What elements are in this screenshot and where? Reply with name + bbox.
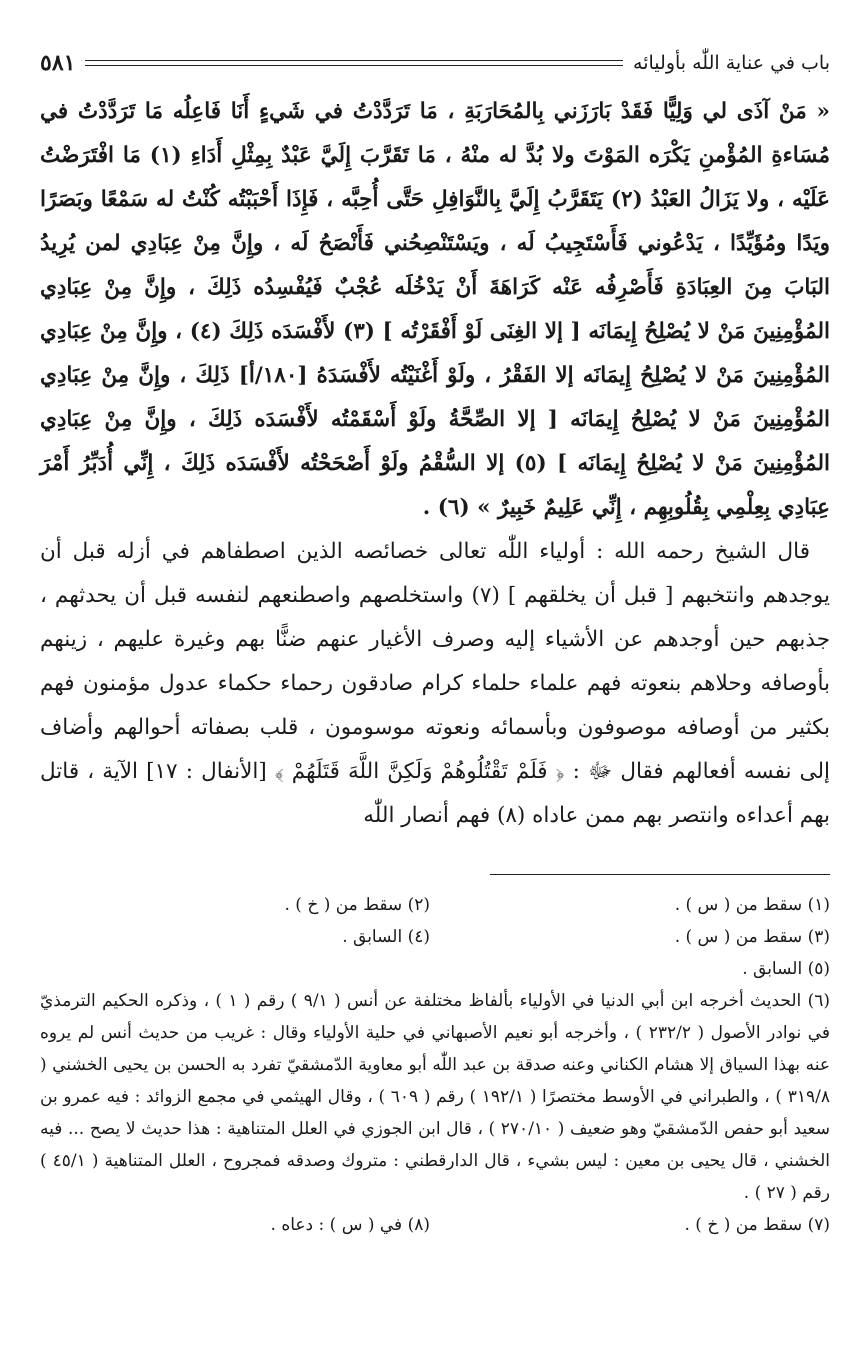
book-page [40,40,830,1241]
footnotes [40,889,830,1241]
page-number: ٥٨١ [40,50,76,76]
footnote-row [40,921,830,953]
footnote-7: (٧) سقط من ( خ ) . [684,1215,830,1235]
footnote-1: (١) سقط من ( س ) . [674,895,830,915]
hadith-text: « مَنْ آذَى لي وَلِيًّا فَقَدْ بَارَزَني بِالمُحَارَبَةِ ، مَا تَرَدَّدْتُ في شَيءٍ أَنَا فَاعِلُه مَا تَرَدَّدْتُ في مُسَاءةِ المُؤْمنِ يَكْرَه المَوْتَ ولا بُدَّ له منْهُ ، مَا تَقَرَّبَ إِلَيَّ عَبْدٌ بِمِثْلِ أَدَاءِ (١) مَا افْتَرَضْتُ عَلَيْه ، ولا يَزَالُ العَبْدُ (٢) يَتَقَرَّبُ إِلَيَّ بِالنَّوَافِلِ حَتَّى أُحِبَّه ، فَإِذَا أَحْبَبْتُه كُنْتُ له سَمْعًا وبَصَرًا ويَدًا ومُؤَيِّدًا ، يَدْعُوني فَأَسْتَجِيبُ لَه ، ويَسْتَنْصِحُني فَأَنْصَحُ لَه ، وإِنَّ مِنْ عِبَادِي لمن يُرِيدُ البَابَ مِنَ العِبَادَةِ فَأَصْرِفُه عَنْه كَرَاهَةَ أَنْ يَدْخُلَه عُجْبٌ فَيُفْسِدُه ذَلِكَ ، وإِنَّ مِنْ عِبَادِي المُؤْمِنِينَ مَنْ لا يُصْلِحُ إِيمَانَه [ إلا الغِنَى لَوْ أَفْقَرْتُه ] (٣) لأَفْسَدَه ذَلِكَ (٤) ، وإِنَّ مِنْ عِبَادِي المُؤْمِنِينَ مَنْ لا يُصْلِحُ إِيمَانَه إلا الفَقْرُ ، ولَوْ أَغْنَيْتُه لأَفْسَدَهُ [١٨٠/أ] ذَلِكَ ، وإِنَّ مِنْ عِبَادِي المُؤْمِنِينَ مَنْ لا يُصْلِحُ إِيمَانَه [ إلا الصِّحَّةُ ولَوْ أَسْقَمْتُه لأَفْسَدَه ذَلِكَ ، وإِنَّ مِنْ عِبَادِي المُؤْمِنِينَ مَنْ لا يُصْلِحُ إِيمَانَه ] (٥) إلا السُّقْمُ ولَوْ أَصْحَحْتُه لأَفْسَدَه ذَلِكَ ، إِنِّي أُدَبِّرُ أَمْرَ عِبَادِي بِعِلْمِي بِقُلُوبِهِم ، إِنِّي عَلِيمٌ خَبِيرٌ » (٦) . [40,99,831,520]
commentary-text: قال الشيخ رحمه الله : أولياء اللّٰه تعالى خصائصه الذين اصطفاهم في أزله قبل أن يوجدهم وانتخبهم [ قبل أن يخلقهم ] (٧) واستخلصهم واصطنعهم لنفسه قبل أن يحدثهم ، جذبهم حين أوجدهم عن الأشياء إليه وصرف الأغيار عنهم ضنًّا بهم وغيرة عليهم ، زينهم بأوصافه وحلاهم بنعوته فهم علماء حلماء كرام صادقون رحماء حكماء عدول مؤمنون فهم بكثير من أوصافه موصوفون وبأسمائه ونعوته موسومون ، قلب بصفاته أحوالهم وأضاف إلى نفسه أفعالهم فقال ﷻ : ﴿ فَلَمْ تَقْتُلُوهُمْ وَلَكِنَّ اللَّهَ قَتَلَهُمْ ﴾ [الأنفال : ١٧] الآية ، قاتل بهم أعداءه وانتصر بهم ممن عاداه (٨) فهم أنصار اللّٰه [40,539,830,828]
footnote-row [40,1209,830,1241]
footnote-6: (٦) الحديث أخرجه ابن أبي الدنيا في الأولياء بألفاظ مختلفة عن أنس ( ٩/١ ) رقم ( ١ ) ، وذكره الحكيم الترمذيّ في نوادر الأصول ( ٢٣٢/٢ ) ، وأخرجه أبو نعيم الأصبهاني في حلية الأولياء وقال : غريب من حديث أنس لم يروه عنه بهذا السياق إلا هشام الكناني وعنه صدقة بن عبد اللّٰه أبو معاوية الدّمشقيّ تفرد به الحسن بن يحيى الخشني ( ٣١٩/٨ ) ، والطبراني في الأوسط مختصرًا ( ١٩٢/١ ) رقم ( ٦٠٩ ) ، وقال الهيثمي في مجمع الزوائد : فيه عمرو بن سعيد أبو حفص الدّمشقيّ وهو ضعيف ( ٢٧٠/١٠ ) ، قال ابن الجوزي في العلل المتناهية : هذا حديث لا يصح ... فيه الخشني ، قال يحيى بن معين : ليس بشيء ، قال الدارقطني : متروك وصدقه فمجروح ، العلل المتناهية ( ٤٥/١ ) رقم ( ٢٧ ) . [40,991,831,1203]
footnote-2: (٢) سقط من ( خ ) . [284,895,430,915]
footnote-separator [490,874,830,875]
footnote-5: (٥) السابق . [742,959,830,979]
footnote-4: (٤) السابق . [342,927,430,947]
header-rule [85,60,623,66]
footnote-3: (٣) سقط من ( س ) . [674,927,830,947]
running-header [40,40,830,86]
footnote-8: (٨) في ( س ) : دعاه . [270,1215,430,1235]
chapter-title: باب في عناية اللّٰه بأوليائه [633,52,830,74]
footnote-row [40,889,830,921]
